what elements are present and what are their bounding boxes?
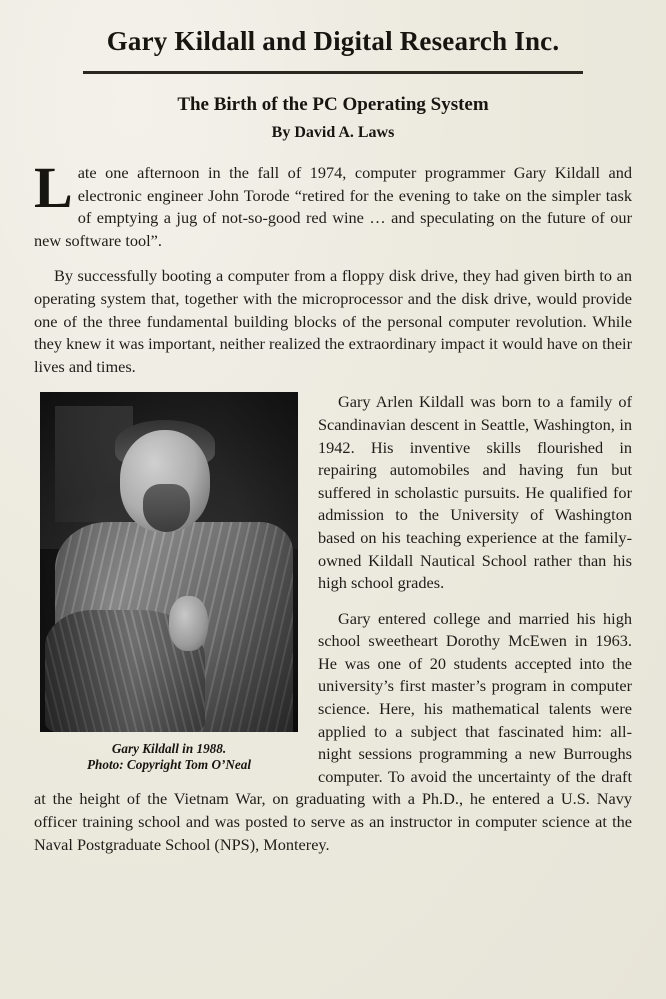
title-divider (83, 71, 583, 74)
figure-caption-line-1: Gary Kildall in 1988. (111, 741, 227, 757)
figure-caption-line-2: Photo: Copyright Tom O’Neal (87, 757, 251, 773)
lead-paragraph-text: ate one afternoon in the fall of 1974, computer programmer Gary Kildall and electronic engineer John Torode “retired for the evening to take on the simpler task of emptying a jug of not-so-good red wine … and speculating on the future of our new software tool”. (34, 163, 632, 250)
article-byline: By David A. Laws (271, 124, 395, 141)
drop-cap: L (34, 155, 73, 220)
photo-vignette (40, 392, 298, 732)
page-title: Gary Kildall and Digital Research Inc. (106, 26, 560, 56)
article-subtitle: The Birth of the PC Operating System (177, 94, 489, 115)
paragraph-3: Gary entered college and married his high school sweetheart Dorothy McEwen in 1963. He was one of 20 students accepted into the university’s first master’s program in computer science. Here, his mathematical talents were applied to a subject that fascinated him: all-night sessions programming a new Burroughs computer. To avoid the uncertainty of the draft at the height of the Vietnam War, on graduating with a Ph.D., he entered a U.S. Navy officer training school and was posted to serve as an instructor in computer science at the Naval Postgraduate School (NPS), Monterey. (34, 608, 632, 854)
article-body (34, 155, 632, 856)
figure-caption (40, 741, 298, 773)
paragraph-1: By successfully booting a computer from a floppy disk drive, they had given birth to an operating system that, together with the microprocessor and the disk drive, would provide one of the three fundamental building blocks of the personal computer revolution. While they knew it was important, neither realized the extraordinary impact it would have on their lives and times. (34, 266, 632, 376)
figure-gary-kildall (40, 392, 298, 773)
paragraph-2: Gary Arlen Kildall was born to a family of Scandinavian descent in Seattle, Washington, in 1942. His inventive skills flourished in repairing automobiles and having fun but suffered in scholastic pursuits. He qualified for admission to the University of Washington based on his teaching experience at the family-owned Kildall Nautical School rather than his high school grades. (318, 392, 632, 593)
portrait-photo-gary-kildall (40, 392, 298, 732)
lead-paragraph (34, 155, 632, 252)
